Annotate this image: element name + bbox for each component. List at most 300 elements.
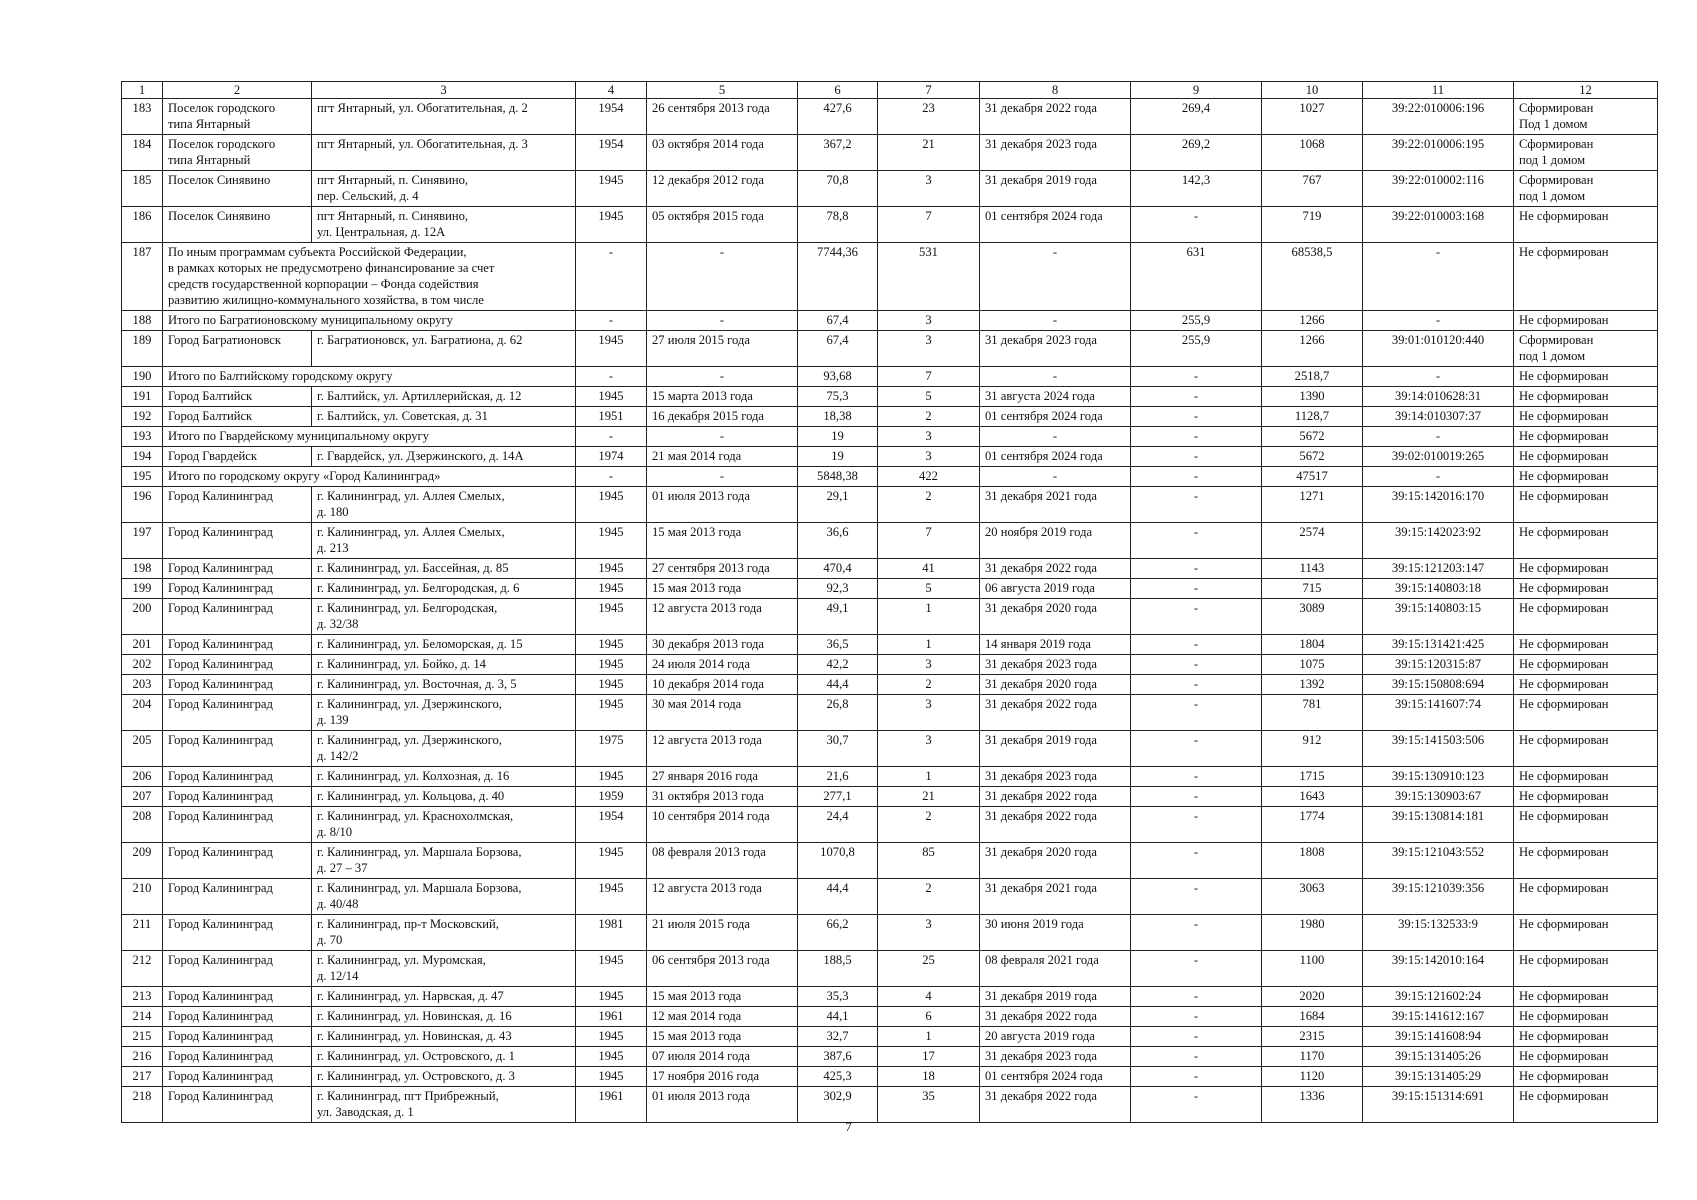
table-cell: 03 октября 2014 года xyxy=(647,135,798,171)
table-cell: 2315 xyxy=(1262,1027,1363,1047)
table-cell: 200 xyxy=(122,599,163,635)
table-cell: Не сформирован xyxy=(1514,879,1658,915)
table-cell: 216 xyxy=(122,1047,163,1067)
table-cell: пгт Янтарный, ул. Обогатительная, д. 2 xyxy=(312,99,576,135)
table-cell: 2 xyxy=(878,879,980,915)
table-cell: Не сформирован xyxy=(1514,951,1658,987)
table-cell: - xyxy=(1131,559,1262,579)
table-cell: - xyxy=(576,367,647,387)
table-cell: - xyxy=(1131,467,1262,487)
table-cell: 31 декабря 2022 года xyxy=(980,1007,1131,1027)
table-cell: 39:15:130903:67 xyxy=(1363,787,1514,807)
table-cell: 1266 xyxy=(1262,311,1363,331)
table-cell: Город Калининград xyxy=(163,579,312,599)
table-cell: 39:15:132533:9 xyxy=(1363,915,1514,951)
table-cell: 47517 xyxy=(1262,467,1363,487)
table-cell: 31 декабря 2020 года xyxy=(980,843,1131,879)
table-cell: Не сформирован xyxy=(1514,1027,1658,1047)
table-cell: 1 xyxy=(878,635,980,655)
table-row xyxy=(122,675,1658,695)
table-cell: Город Калининград xyxy=(163,635,312,655)
table-cell: Не сформирован xyxy=(1514,655,1658,675)
table-cell: - xyxy=(647,367,798,387)
table-cell: 29,1 xyxy=(798,487,878,523)
table-cell: г. Калининград, ул. Дзержинского, д. 142/2 xyxy=(312,731,576,767)
table-row xyxy=(122,387,1658,407)
table-cell: Не сформирован xyxy=(1514,467,1658,487)
table-cell: 1128,7 xyxy=(1262,407,1363,427)
table-cell: Город Калининград xyxy=(163,1027,312,1047)
table-cell: 3 xyxy=(878,427,980,447)
table-cell: 18,38 xyxy=(798,407,878,427)
table-cell: 1980 xyxy=(1262,915,1363,951)
table-cell: 1070,8 xyxy=(798,843,878,879)
table-cell: - xyxy=(1131,655,1262,675)
table-cell: 36,5 xyxy=(798,635,878,655)
table-cell: - xyxy=(1363,467,1514,487)
table-cell: 70,8 xyxy=(798,171,878,207)
table-row xyxy=(122,1087,1658,1123)
table-row xyxy=(122,407,1658,427)
table-cell: 425,3 xyxy=(798,1067,878,1087)
table-row xyxy=(122,879,1658,915)
table-cell: 1170 xyxy=(1262,1047,1363,1067)
table-cell: 781 xyxy=(1262,695,1363,731)
table-cell: 1981 xyxy=(576,915,647,951)
table-cell: - xyxy=(980,311,1131,331)
table-cell: Город Калининград xyxy=(163,1007,312,1027)
table-cell: 3 xyxy=(878,171,980,207)
table-cell: 4 xyxy=(878,987,980,1007)
table-cell: 68538,5 xyxy=(1262,243,1363,311)
table-cell: - xyxy=(1131,1087,1262,1123)
table-cell: г. Калининград, ул. Аллея Смелых, д. 213 xyxy=(312,523,576,559)
table-cell: - xyxy=(1131,579,1262,599)
table-cell: 531 xyxy=(878,243,980,311)
table-cell: 1804 xyxy=(1262,635,1363,655)
table-row xyxy=(122,523,1658,559)
table-cell: - xyxy=(1131,731,1262,767)
table-cell: - xyxy=(1131,695,1262,731)
table-cell: 7 xyxy=(878,367,980,387)
table-row xyxy=(122,655,1658,675)
table-row xyxy=(122,787,1658,807)
table-cell: Не сформирован xyxy=(1514,559,1658,579)
table-cell: 44,4 xyxy=(798,879,878,915)
table-cell: 1945 xyxy=(576,579,647,599)
table-cell: 7744,36 xyxy=(798,243,878,311)
table-cell: 39:15:140803:15 xyxy=(1363,599,1514,635)
table-cell: Не сформирован xyxy=(1514,427,1658,447)
table-cell: 1027 xyxy=(1262,99,1363,135)
table-cell: 93,68 xyxy=(798,367,878,387)
table-cell: 1954 xyxy=(576,135,647,171)
table-cell: - xyxy=(1131,787,1262,807)
table-cell: 192 xyxy=(122,407,163,427)
table-cell: г. Калининград, ул. Восточная, д. 3, 5 xyxy=(312,675,576,695)
table-cell: 1961 xyxy=(576,1007,647,1027)
table-row xyxy=(122,635,1658,655)
table-cell: пгт Янтарный, ул. Обогатительная, д. 3 xyxy=(312,135,576,171)
table-cell: 631 xyxy=(1131,243,1262,311)
table-cell: - xyxy=(1131,807,1262,843)
table-cell: 1945 xyxy=(576,171,647,207)
table-cell: 719 xyxy=(1262,207,1363,243)
table-cell: - xyxy=(1131,367,1262,387)
table-cell: 2 xyxy=(878,407,980,427)
table-cell: Не сформирован xyxy=(1514,523,1658,559)
column-header: 10 xyxy=(1262,82,1363,99)
table-cell: 185 xyxy=(122,171,163,207)
subtotal-row xyxy=(122,243,1658,311)
table-row xyxy=(122,1067,1658,1087)
table-cell: г. Калининград, ул. Белгородская, д. 32/38 xyxy=(312,599,576,635)
table-cell: 27 сентября 2013 года xyxy=(647,559,798,579)
table-cell: 3 xyxy=(878,915,980,951)
table-cell: 7 xyxy=(878,207,980,243)
table-cell: 31 декабря 2022 года xyxy=(980,559,1131,579)
table-cell: 21 xyxy=(878,787,980,807)
table-cell: - xyxy=(1131,951,1262,987)
table-cell: 30 декабря 2013 года xyxy=(647,635,798,655)
table-cell: 1808 xyxy=(1262,843,1363,879)
table-cell: Не сформирован xyxy=(1514,387,1658,407)
table-cell: 39:14:010628:31 xyxy=(1363,387,1514,407)
table-cell: 217 xyxy=(122,1067,163,1087)
table-cell: Город Калининград xyxy=(163,767,312,787)
table-cell: 201 xyxy=(122,635,163,655)
table-cell: Сформирован Под 1 домом xyxy=(1514,99,1658,135)
table-cell: - xyxy=(647,243,798,311)
table-cell: 213 xyxy=(122,987,163,1007)
table-cell: - xyxy=(576,243,647,311)
table-cell: 269,4 xyxy=(1131,99,1262,135)
table-cell: Не сформирован xyxy=(1514,1067,1658,1087)
table-cell: 208 xyxy=(122,807,163,843)
table-cell: 39:22:010006:196 xyxy=(1363,99,1514,135)
table-cell: 07 июля 2014 года xyxy=(647,1047,798,1067)
table-cell: 912 xyxy=(1262,731,1363,767)
table-cell: Итого по городскому округу «Город Калининград» xyxy=(163,467,576,487)
table-cell: Сформирован под 1 домом xyxy=(1514,135,1658,171)
table-cell: 39:01:010120:440 xyxy=(1363,331,1514,367)
table-cell: 255,9 xyxy=(1131,331,1262,367)
table-cell: 3 xyxy=(878,655,980,675)
table-row xyxy=(122,447,1658,467)
table-cell: 12 августа 2013 года xyxy=(647,731,798,767)
table-cell: Город Калининград xyxy=(163,599,312,635)
table-cell: 39:15:120315:87 xyxy=(1363,655,1514,675)
table-row xyxy=(122,487,1658,523)
table-cell: 01 июля 2013 года xyxy=(647,1087,798,1123)
table-cell: Город Калининград xyxy=(163,695,312,731)
table-cell: г. Калининград, ул. Краснохолмская, д. 8/10 xyxy=(312,807,576,843)
table-cell: - xyxy=(1131,1027,1262,1047)
table-cell: 31 декабря 2020 года xyxy=(980,675,1131,695)
table-cell: Город Калининград xyxy=(163,655,312,675)
table-cell: 1945 xyxy=(576,207,647,243)
table-cell: 31 декабря 2019 года xyxy=(980,987,1131,1007)
table-cell: Не сформирован xyxy=(1514,843,1658,879)
table-cell: 204 xyxy=(122,695,163,731)
table-cell: 30 мая 2014 года xyxy=(647,695,798,731)
table-cell: г. Калининград, ул. Кольцова, д. 40 xyxy=(312,787,576,807)
table-cell: Не сформирован xyxy=(1514,207,1658,243)
table-cell: 21,6 xyxy=(798,767,878,787)
table-cell: 20 августа 2019 года xyxy=(980,1027,1131,1047)
table-cell: 211 xyxy=(122,915,163,951)
table-cell: - xyxy=(1363,243,1514,311)
table-cell: Не сформирован xyxy=(1514,987,1658,1007)
table-cell: 31 августа 2024 года xyxy=(980,387,1131,407)
table-cell: Город Калининград xyxy=(163,731,312,767)
table-cell: Не сформирован xyxy=(1514,311,1658,331)
table-cell: - xyxy=(980,367,1131,387)
table-cell: 39:15:150808:694 xyxy=(1363,675,1514,695)
table-cell: г. Калининград, ул. Новинская, д. 16 xyxy=(312,1007,576,1027)
table-cell: 39:15:130910:123 xyxy=(1363,767,1514,787)
table-row xyxy=(122,599,1658,635)
table-cell: - xyxy=(576,311,647,331)
table-cell: 1954 xyxy=(576,99,647,135)
table-cell: 39:15:121203:147 xyxy=(1363,559,1514,579)
table-cell: Не сформирован xyxy=(1514,675,1658,695)
table-cell: - xyxy=(1131,635,1262,655)
table-cell: 17 ноября 2016 года xyxy=(647,1067,798,1087)
table-cell: Не сформирован xyxy=(1514,1007,1658,1027)
table-cell: - xyxy=(1131,407,1262,427)
table-cell: 05 октября 2015 года xyxy=(647,207,798,243)
table-cell: Город Калининград xyxy=(163,1067,312,1087)
table-row xyxy=(122,807,1658,843)
subtotal-row xyxy=(122,311,1658,331)
table-cell: 39:15:141607:74 xyxy=(1363,695,1514,731)
table-cell: 39:15:121602:24 xyxy=(1363,987,1514,1007)
table-cell: 08 февраля 2021 года xyxy=(980,951,1131,987)
table-cell: 1 xyxy=(878,767,980,787)
table-cell: 1945 xyxy=(576,599,647,635)
table-cell: 5672 xyxy=(1262,427,1363,447)
table-cell: 15 мая 2013 года xyxy=(647,987,798,1007)
table-cell: 24 июля 2014 года xyxy=(647,655,798,675)
subtotal-row xyxy=(122,427,1658,447)
table-cell: - xyxy=(1131,987,1262,1007)
table-cell: 1945 xyxy=(576,1067,647,1087)
table-cell: 24,4 xyxy=(798,807,878,843)
table-cell: 39:22:010006:195 xyxy=(1363,135,1514,171)
table-cell: 1945 xyxy=(576,635,647,655)
table-cell: 12 августа 2013 года xyxy=(647,599,798,635)
table-cell: 1945 xyxy=(576,387,647,407)
table-cell: Не сформирован xyxy=(1514,367,1658,387)
table-row xyxy=(122,843,1658,879)
table-cell: 31 декабря 2022 года xyxy=(980,695,1131,731)
table-cell: - xyxy=(1131,447,1262,467)
table-cell: Город Калининград xyxy=(163,915,312,951)
table-cell: 186 xyxy=(122,207,163,243)
table-cell: г. Калининград, ул. Муромская, д. 12/14 xyxy=(312,951,576,987)
table-cell: - xyxy=(647,467,798,487)
table-cell: пгт Янтарный, п. Синявино, пер. Сельский, д. 4 xyxy=(312,171,576,207)
table-cell: Итого по Балтийскому городскому округу xyxy=(163,367,576,387)
subtotal-row xyxy=(122,467,1658,487)
table-cell: 21 июля 2015 года xyxy=(647,915,798,951)
table-cell: 39:14:010307:37 xyxy=(1363,407,1514,427)
table-cell: - xyxy=(1131,387,1262,407)
table-cell: 3089 xyxy=(1262,599,1363,635)
table-cell: Город Калининград xyxy=(163,487,312,523)
table-cell: 32,7 xyxy=(798,1027,878,1047)
table-cell: 39:15:141503:506 xyxy=(1363,731,1514,767)
table-cell: - xyxy=(1131,675,1262,695)
table-cell: Город Калининград xyxy=(163,843,312,879)
table-cell: 39:15:142023:92 xyxy=(1363,523,1514,559)
table-cell: - xyxy=(1131,523,1262,559)
table-cell: 1643 xyxy=(1262,787,1363,807)
table-cell: 302,9 xyxy=(798,1087,878,1123)
table-cell: 2 xyxy=(878,675,980,695)
table-cell: г. Калининград, ул. Дзержинского, д. 139 xyxy=(312,695,576,731)
table-cell: 06 августа 2019 года xyxy=(980,579,1131,599)
table-cell: 15 мая 2013 года xyxy=(647,1027,798,1047)
table-cell: 12 декабря 2012 года xyxy=(647,171,798,207)
table-cell: 1143 xyxy=(1262,559,1363,579)
table-cell: 1945 xyxy=(576,843,647,879)
table-cell: 207 xyxy=(122,787,163,807)
table-cell: 39:15:121039:356 xyxy=(1363,879,1514,915)
table-cell: 1945 xyxy=(576,879,647,915)
table-cell: 767 xyxy=(1262,171,1363,207)
table-cell: Город Калининград xyxy=(163,987,312,1007)
table-cell: 5848,38 xyxy=(798,467,878,487)
table-cell: Поселок Синявино xyxy=(163,171,312,207)
table-cell: Сформирован под 1 домом xyxy=(1514,331,1658,367)
table-cell: 39:15:130814:181 xyxy=(1363,807,1514,843)
table-cell: 1945 xyxy=(576,487,647,523)
table-cell: 3 xyxy=(878,311,980,331)
table-cell: Не сформирован xyxy=(1514,731,1658,767)
table-cell: 196 xyxy=(122,487,163,523)
table-cell: 142,3 xyxy=(1131,171,1262,207)
table-cell: Город Калининград xyxy=(163,879,312,915)
table-cell: 12 мая 2014 года xyxy=(647,1007,798,1027)
column-header: 7 xyxy=(878,82,980,99)
table-cell: 2 xyxy=(878,487,980,523)
table-cell: 1945 xyxy=(576,559,647,579)
table-cell: 49,1 xyxy=(798,599,878,635)
table-cell: 3 xyxy=(878,331,980,367)
table-cell: 31 декабря 2023 года xyxy=(980,331,1131,367)
table-cell: 1774 xyxy=(1262,807,1363,843)
table-cell: 26 сентября 2013 года xyxy=(647,99,798,135)
table-cell: Не сформирован xyxy=(1514,407,1658,427)
table-cell: - xyxy=(1363,311,1514,331)
table-cell: Не сформирован xyxy=(1514,579,1658,599)
table-cell: 197 xyxy=(122,523,163,559)
table-cell: 1945 xyxy=(576,987,647,1007)
table-cell: 2518,7 xyxy=(1262,367,1363,387)
table-cell: 387,6 xyxy=(798,1047,878,1067)
table-cell: г. Гвардейск, ул. Дзержинского, д. 14А xyxy=(312,447,576,467)
table-cell: 1266 xyxy=(1262,331,1363,367)
table-cell: Город Калининград xyxy=(163,523,312,559)
table-cell: 715 xyxy=(1262,579,1363,599)
table-cell: 66,2 xyxy=(798,915,878,951)
table-cell: 31 декабря 2021 года xyxy=(980,879,1131,915)
table-cell: - xyxy=(980,243,1131,311)
column-number-row xyxy=(122,82,1658,99)
table-cell: 1 xyxy=(878,1027,980,1047)
table-cell: г. Калининград, ул. Нарвская, д. 47 xyxy=(312,987,576,1007)
table-cell: 42,2 xyxy=(798,655,878,675)
table-cell: 3 xyxy=(878,731,980,767)
subtotal-row xyxy=(122,367,1658,387)
table-cell: 1945 xyxy=(576,655,647,675)
table-cell: 31 декабря 2022 года xyxy=(980,807,1131,843)
table-cell: 01 сентября 2024 года xyxy=(980,1067,1131,1087)
table-cell: - xyxy=(1131,915,1262,951)
table-cell: г. Калининград, ул. Островского, д. 1 xyxy=(312,1047,576,1067)
table-cell: Поселок Синявино xyxy=(163,207,312,243)
table-row xyxy=(122,135,1658,171)
table-cell: - xyxy=(1131,1007,1262,1027)
table-cell: Не сформирован xyxy=(1514,635,1658,655)
table-cell: 31 декабря 2022 года xyxy=(980,99,1131,135)
table-cell: 01 сентября 2024 года xyxy=(980,207,1131,243)
table-row xyxy=(122,915,1658,951)
table-cell: 470,4 xyxy=(798,559,878,579)
table-cell: 1945 xyxy=(576,951,647,987)
table-row xyxy=(122,951,1658,987)
table-cell: 1951 xyxy=(576,407,647,427)
table-cell: 5672 xyxy=(1262,447,1363,467)
table-cell: 215 xyxy=(122,1027,163,1047)
table-cell: 205 xyxy=(122,731,163,767)
table-cell: 67,4 xyxy=(798,331,878,367)
table-cell: 1392 xyxy=(1262,675,1363,695)
table-cell: - xyxy=(576,467,647,487)
table-cell: - xyxy=(1131,427,1262,447)
table-cell: 210 xyxy=(122,879,163,915)
table-cell: - xyxy=(1131,879,1262,915)
table-cell: 206 xyxy=(122,767,163,787)
table-cell: 06 сентября 2013 года xyxy=(647,951,798,987)
table-row xyxy=(122,731,1658,767)
table-cell: 193 xyxy=(122,427,163,447)
table-cell: 39:15:151314:691 xyxy=(1363,1087,1514,1123)
table-cell: 255,9 xyxy=(1131,311,1262,331)
table-row xyxy=(122,767,1658,787)
table-cell: Не сформирован xyxy=(1514,1087,1658,1123)
table-cell: 195 xyxy=(122,467,163,487)
table-cell: пгт Янтарный, п. Синявино, ул. Центральная, д. 12А xyxy=(312,207,576,243)
table-cell: 188,5 xyxy=(798,951,878,987)
table-cell: 188 xyxy=(122,311,163,331)
table-cell: 1945 xyxy=(576,675,647,695)
table-row xyxy=(122,1047,1658,1067)
table-cell: По иным программам субъекта Российской Федерации, в рамках которых не предусмотрено финансирование за счет средств государственной корпорации – Фонда содействия развитию жилищно-коммунального хозяйства, в том числе xyxy=(163,243,576,311)
table-cell: 1945 xyxy=(576,1027,647,1047)
table-cell: Город Калининград xyxy=(163,675,312,695)
table-cell: Город Балтийск xyxy=(163,407,312,427)
table-cell: - xyxy=(1131,599,1262,635)
table-cell: 30 июня 2019 года xyxy=(980,915,1131,951)
table-cell: 190 xyxy=(122,367,163,387)
table-cell: 1120 xyxy=(1262,1067,1363,1087)
table-cell: 39:22:010003:168 xyxy=(1363,207,1514,243)
table-cell: Итого по Гвардейскому муниципальному округу xyxy=(163,427,576,447)
table-body xyxy=(122,82,1658,1123)
